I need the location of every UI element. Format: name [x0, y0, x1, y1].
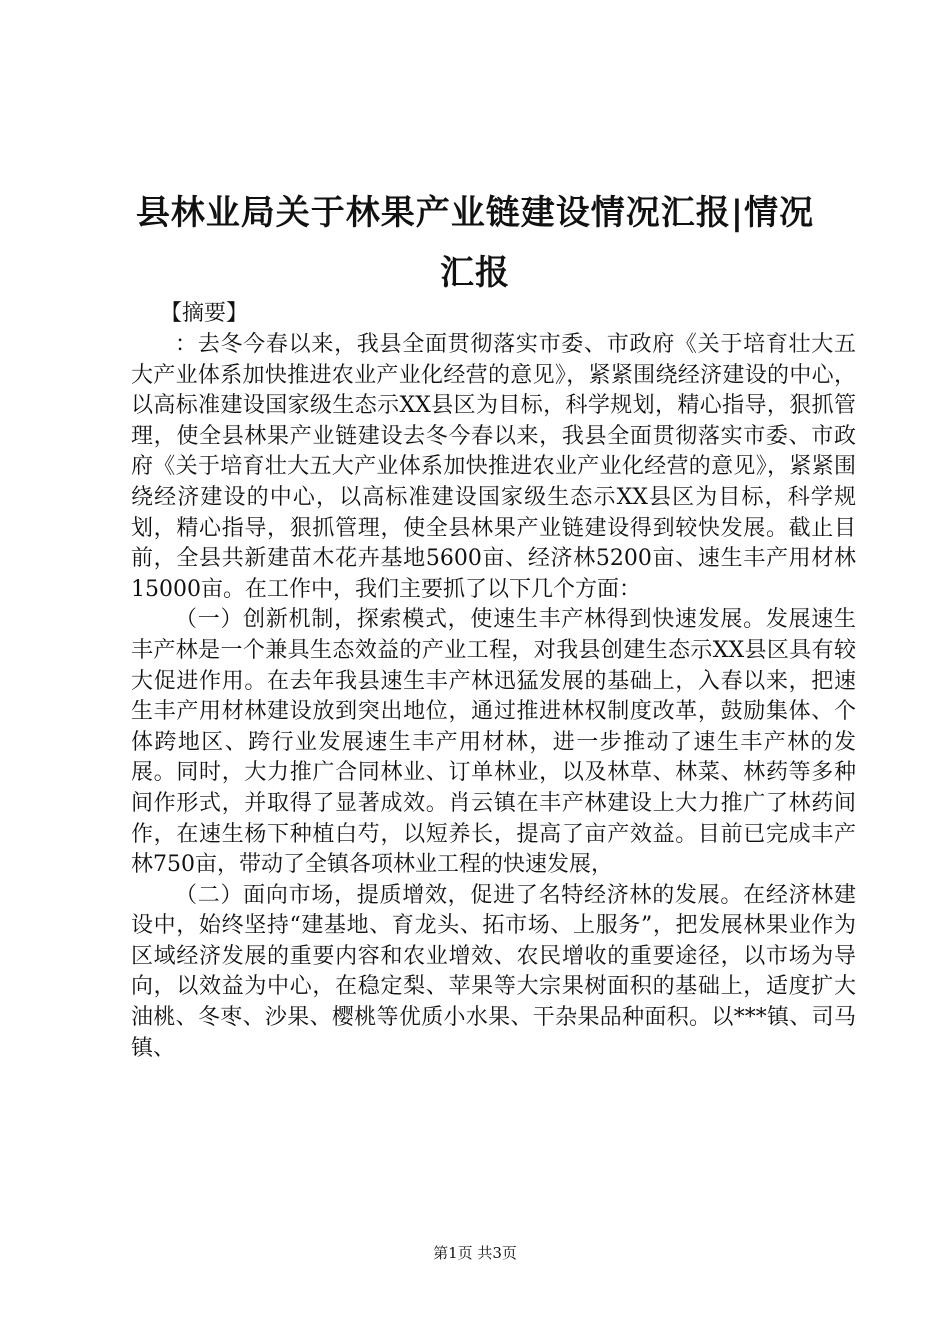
title-line-1: 县林业局关于林果产业链建设情况汇报|情况	[135, 192, 815, 233]
paragraph-section-1: （一）创新机制，探索模式，使速生丰产林得到快速发展。发展速生丰产林是一个兼具生态效益的产业工程，对我县创建生态示XX县区具有较大促进作用。在去年我县速生丰产林迅猛发展的基础上，入春以来，把速生丰产用材林建设放到突出地位，通过推进林权制度改革，鼓励集体、个体跨地区、跨行业发展速生丰产用材林，进一步推动了速生丰产林的发展。同时，大力推广合同林业、订单林业，以及林草、林菜、林药等多种间作形式，并取得了显著成效。肖云镇在丰产林建设上大力推广了林药间作，在速生杨下种植白芍，以短养长，提高了亩产效益。目前已完成丰产林750亩，带动了全镇各项林业工程的快速发展，	[131, 607, 856, 878]
paragraph-section-2: （二）面向市场，提质增效，促进了名特经济林的发展。在经济林建设中，始终坚持“建基地、育龙头、拓市场、上服务”，把发展林果业作为区域经济发展的重要内容和农业增效、农民增收的重要途径，以市场为导向，以效益为中心，在稳定梨、苹果等大宗果树面积的基础上，适度扩大油桃、冬枣、沙果、樱桃等优质小水果、干杂果品种面积。以***镇、司马镇、	[131, 882, 856, 1061]
abstract-label: 【摘要】	[160, 301, 249, 326]
document-body	[131, 330, 856, 1064]
page-footer: 第1页 共3页	[433, 1244, 517, 1262]
title-line-2: 汇报	[440, 252, 510, 293]
paragraph-intro: ：去冬今春以来，我县全面贯彻落实市委、市政府《关于培育壮大五大产业体系加快推进农业产业化经营的意见》，紧紧围绕经济建设的中心，以高标准建设国家级生态示XX县区为目标，科学规划，精心指导，狠抓管理，使全县林果产业链建设去冬今春以来，我县全面贯彻落实市委、市政府《关于培育壮大五大产业体系加快推进农业产业化经营的意见》，紧紧围绕经济建设的中心，以高标准建设国家级生态示XX县区为目标，科学规划，精心指导，狠抓管理，使全县林果产业链建设得到较快发展。截止目前，全县共新建苗木花卉基地5600亩、经济林5200亩、速生丰产用材林15000亩。在工作中，我们主要抓了以下几个方面：	[131, 332, 856, 602]
document-title	[100, 183, 850, 303]
